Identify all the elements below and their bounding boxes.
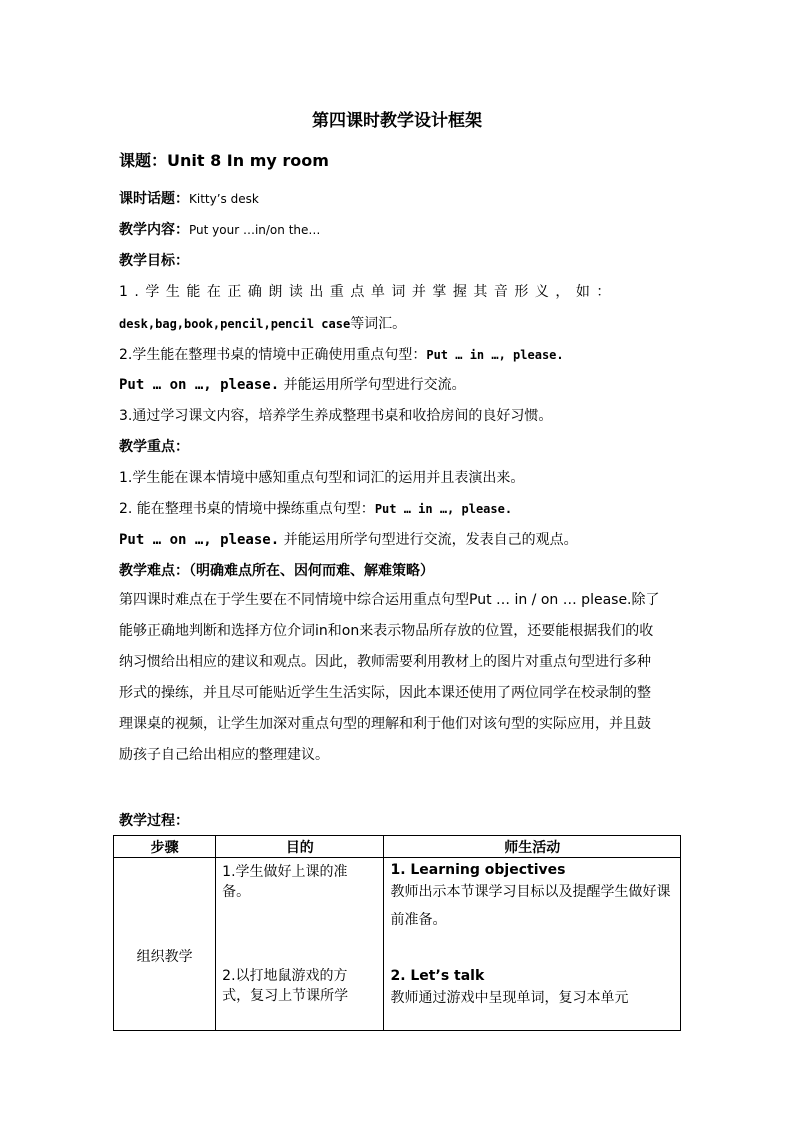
key-point-2-text: 2. 能在整理书桌的情境中操练重点句型：	[119, 501, 375, 517]
objective-2-pattern-2: Put … on …, please.	[119, 377, 280, 393]
objective-3: 3.通过学习课文内容，培养学生养成整理书桌和收拾房间的良好习惯。	[119, 408, 553, 424]
objective-2-tail: 并能运用所学句型进行交流。	[283, 377, 466, 393]
process-heading: 教学过程：	[119, 813, 189, 829]
header-goal: 目的	[216, 836, 384, 858]
objective-2	[119, 344, 564, 364]
key-point-1: 1.学生能在课本情境中感知重点句型和词汇的运用并且表演出来。	[119, 470, 525, 486]
page-title: 第四课时教学设计框架	[312, 111, 482, 131]
row-step: 组织教学	[136, 949, 193, 965]
key-point-2-tail: 并能运用所学句型进行交流，发表自己的观点。	[283, 532, 578, 548]
objective-1-vocab: desk,bag,book,pencil,pencil case	[119, 317, 351, 331]
activity-2-text: 教师通过游戏中呈现单词，复习本单元	[390, 990, 629, 1006]
topic-text: Kitty’s desk	[189, 192, 259, 206]
objective-2-pattern-1: Put … in …, please.	[426, 348, 564, 362]
content-label: 教学内容：	[119, 222, 189, 238]
header-step: 步骤	[114, 836, 216, 858]
key-point-2-pattern-2: Put … on …, please.	[119, 532, 280, 548]
objective-1: 1.学生能在正确朗读出重点单词并掌握其音形义，如：	[119, 284, 617, 300]
subject-line	[119, 148, 329, 171]
topic-label: 课时话题：	[119, 191, 189, 207]
objective-1-words	[119, 313, 406, 333]
difficulties-heading: 教学难点：（明确难点所在、因何而难、解难策略）	[119, 563, 434, 579]
activity-2-title: 2. Let’s talk	[390, 968, 485, 984]
row-goal-2: 2.以打地鼠游戏的方式，复习上节课所学	[222, 968, 349, 1004]
key-point-2-pattern-1: Put … in …, please.	[374, 502, 513, 516]
content-text: Put your …in/on the…	[189, 223, 321, 237]
content-line	[119, 219, 320, 239]
table-row	[114, 858, 681, 1031]
difficulties-paragraph: 第四课时难点在于学生要在不同情境中综合运用重点句型Put … in / on … please.除了能够正确地判断和选择方位介词in和on来表示物品所存放的位置，还要能根据我们的收纳习惯给出相应的建议和观点。因此，教师需要利用教材上的图片对重点句型进行多种形式的操练，并且尽可能贴近学生生活实际，因此本课还使用了两位同学在校录制的整理课桌的视频，让学生加深对重点句型的理解和利于他们对该句型的实际应用，并且鼓励孩子自己给出相应的整理建议。	[119, 592, 660, 763]
subject-label: 课题：	[119, 151, 168, 170]
objective-2-cont	[119, 374, 466, 394]
row-goal-1: 1.学生做好上课的准备。	[222, 864, 348, 900]
key-point-2	[119, 498, 512, 518]
key-point-2-cont	[119, 529, 578, 549]
topic-line	[119, 188, 259, 208]
header-activity: 师生活动	[384, 836, 681, 858]
activity-1-text: 教师出示本节课学习目标以及提醒学生做好课前准备。	[390, 884, 671, 928]
row-activity-1	[390, 862, 678, 934]
objective-2-text: 2.学生能在整理书桌的情境中正确使用重点句型：	[119, 347, 427, 363]
objectives-heading: 教学目标：	[119, 253, 189, 269]
row-activity-2	[390, 968, 678, 1012]
objective-1-tail: 等词汇。	[350, 316, 407, 332]
table-header-row	[114, 836, 681, 858]
activity-1-title: 1. Learning objectives	[390, 862, 566, 878]
key-points-heading: 教学重点：	[119, 439, 189, 455]
subject-text: Unit 8 In my room	[167, 151, 329, 170]
process-table	[113, 835, 681, 1031]
